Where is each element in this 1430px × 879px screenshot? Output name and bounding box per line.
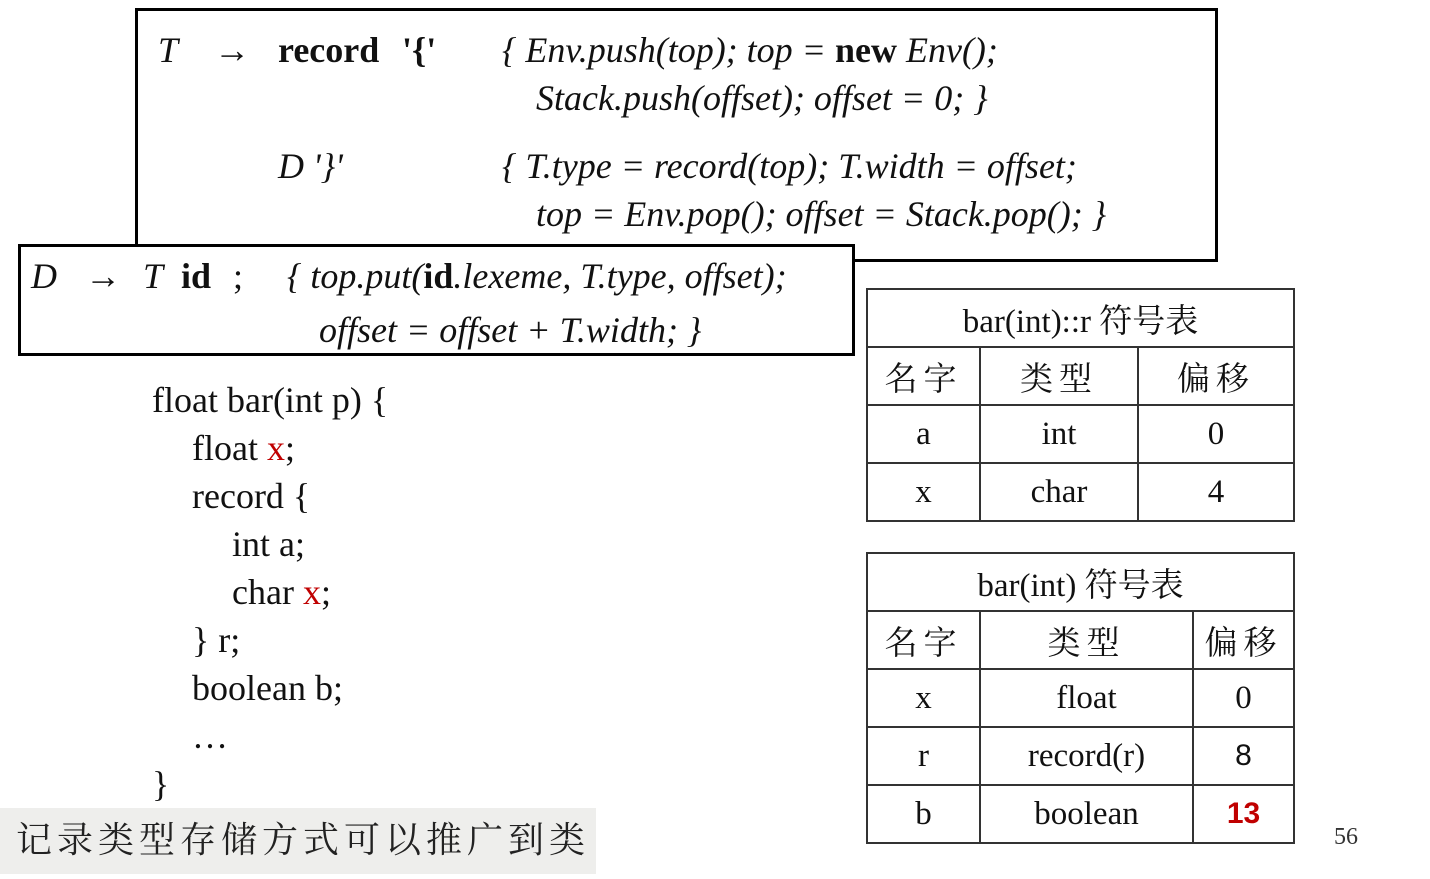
record-header-name: 名字 (867, 347, 980, 405)
rule1-keyword-record: record (278, 30, 380, 70)
rule2-action-line1-a: { top.put( (287, 256, 424, 296)
rule1-action-line1-kw: new (834, 30, 897, 70)
grammar-rule-record-box (135, 8, 1218, 262)
function-cell: b (867, 785, 980, 843)
rule1-part2-symbol: D '}' (278, 146, 343, 186)
code-line-5-b: ; (320, 572, 331, 612)
table-row (867, 669, 1294, 727)
rule1-action-line1 (502, 29, 998, 71)
record-cell: x (867, 463, 980, 521)
function-cell: x (867, 669, 980, 727)
table-row (867, 727, 1294, 785)
record-cell: char (980, 463, 1138, 521)
rule2-t: T (143, 256, 164, 296)
code-line-2-var: x (266, 428, 285, 468)
record-symbol-table (866, 288, 1295, 522)
function-header-offset: 偏移 (1193, 611, 1294, 669)
function-header-name: 名字 (867, 611, 980, 669)
table-row (867, 463, 1294, 521)
rule1-arrow: → (214, 30, 250, 70)
record-cell: int (980, 405, 1138, 463)
record-cell: 4 (1138, 463, 1294, 521)
rule1-action-line1-a: { Env.push(top); top = (502, 30, 826, 70)
function-header-type: 类型 (980, 611, 1193, 669)
rule2-semi: ; (233, 256, 244, 296)
rule2-action-line1-b: .lexeme, T.type, offset); (453, 256, 787, 296)
rule2-arrow: → (85, 256, 121, 296)
code-line-8: … (192, 716, 228, 756)
rule1-part2-line1: { T.type = record(top); T.width = offset; (502, 146, 1077, 186)
code-line-5-a: char (232, 572, 303, 612)
page-number: 56 (1334, 824, 1358, 850)
rule2-action-line1 (287, 255, 787, 297)
function-cell-offset-b: 13 (1193, 785, 1294, 843)
record-cell: a (867, 405, 980, 463)
code-line-2-a: float (192, 428, 267, 468)
rule2-id: id (181, 256, 212, 296)
function-cell: record(r) (980, 727, 1193, 785)
code-line-4: int a; (232, 524, 305, 564)
rule2-lhs: D (31, 256, 57, 296)
code-line-5 (232, 568, 331, 616)
function-cell: 0 (1193, 669, 1294, 727)
rule2-action-line2: offset = offset + T.width; } (319, 310, 702, 350)
record-header-offset: 偏移 (1138, 347, 1294, 405)
function-table-caption: bar(int) 符号表 (867, 553, 1294, 611)
rule1-action-line1-b: Env(); (905, 30, 998, 70)
code-line-5-var: x (302, 572, 321, 612)
footer-note: 记录类型存储方式可以推广到类 (0, 808, 596, 874)
function-symbol-table (866, 552, 1295, 844)
function-cell-offset-r: 8 (1193, 727, 1294, 785)
table-row (867, 405, 1294, 463)
function-cell: float (980, 669, 1193, 727)
rule1-lbrace-token: '{' (402, 30, 437, 70)
table-row (867, 785, 1294, 843)
code-line-2-b: ; (284, 428, 295, 468)
code-line-6: } r; (192, 620, 241, 660)
code-line-1: float bar(int p) { (152, 380, 389, 420)
record-cell: 0 (1138, 405, 1294, 463)
grammar-rule-decl-box (18, 244, 855, 356)
code-line-2 (192, 424, 295, 472)
code-line-9: } (152, 764, 170, 804)
code-line-3: record { (192, 476, 311, 516)
rule1-part2-line2: top = Env.pop(); offset = Stack.pop(); } (536, 194, 1107, 234)
record-header-type: 类型 (980, 347, 1138, 405)
rule1-action-line2: Stack.push(offset); offset = 0; } (536, 78, 988, 118)
record-table-caption: bar(int)::r 符号表 (867, 289, 1294, 347)
function-cell: r (867, 727, 980, 785)
function-cell: boolean (980, 785, 1193, 843)
code-line-7: boolean b; (192, 668, 343, 708)
rule1-lhs: T (158, 30, 179, 70)
rule2-action-line1-id: id (423, 256, 454, 296)
